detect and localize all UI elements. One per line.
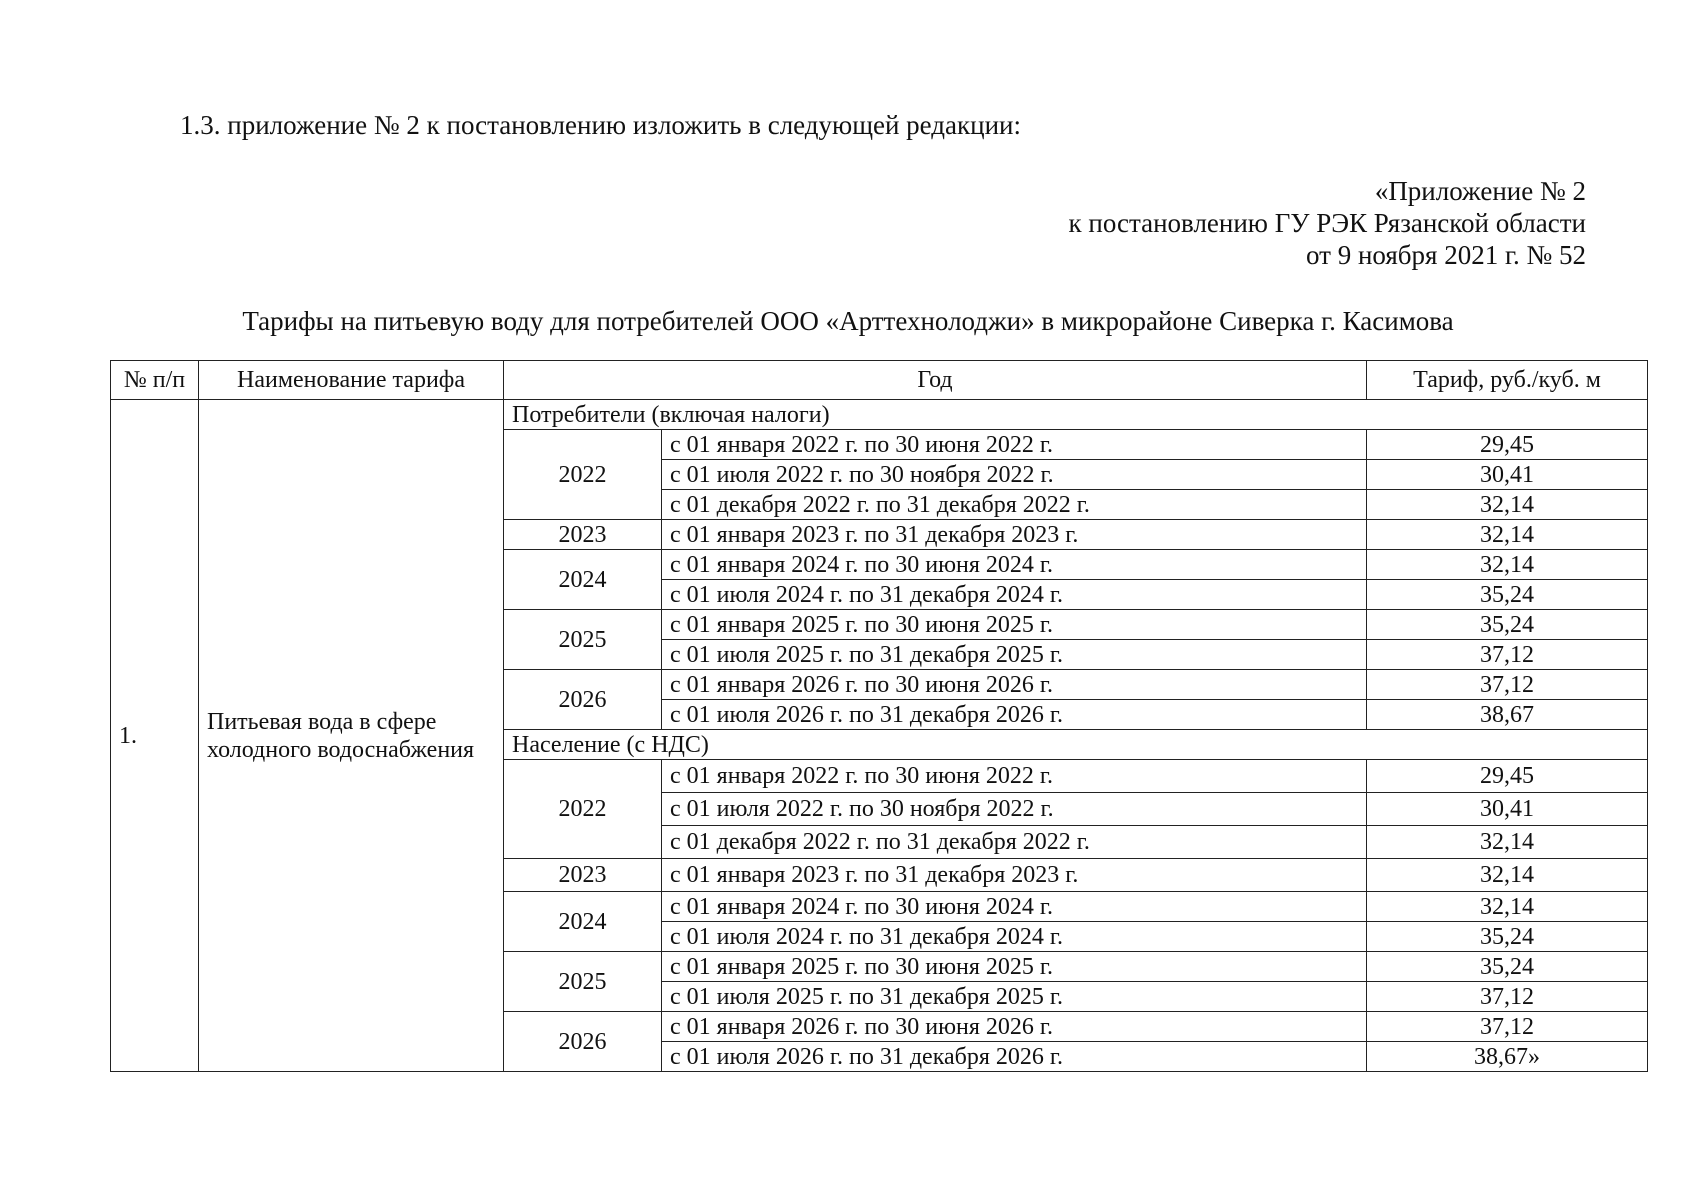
header-tariff: Тариф, руб./куб. м — [1367, 361, 1648, 400]
appendix-line-2: к постановлению ГУ РЭК Рязанской области — [1068, 208, 1586, 238]
year-cell: 2023 — [504, 520, 662, 550]
table-title: Тарифы на питьевую воду для потребителей ООО «Арттехнолоджи» в микрорайоне Сиверка г. Касимова — [242, 306, 1454, 336]
period-cell: с 01 июля 2024 г. по 31 декабря 2024 г. — [662, 922, 1367, 952]
period-cell: с 01 января 2025 г. по 30 июня 2025 г. — [662, 610, 1367, 640]
header-year: Год — [504, 361, 1367, 400]
year-cell: 2025 — [504, 610, 662, 670]
tariff-value-cell: 35,24 — [1367, 922, 1648, 952]
period-cell: с 01 июля 2022 г. по 30 ноября 2022 г. — [662, 460, 1367, 490]
year-cell: 2022 — [504, 430, 662, 520]
year-cell: 2023 — [504, 859, 662, 892]
row-number: 1. — [111, 400, 199, 1072]
year-cell: 2024 — [504, 892, 662, 952]
tariff-value-cell: 32,14 — [1367, 520, 1648, 550]
period-cell: с 01 января 2026 г. по 30 июня 2026 г. — [662, 1012, 1367, 1042]
tariff-value-cell: 32,14 — [1367, 892, 1648, 922]
tariff-name: Питьевая вода в сфере холодного водоснабжения — [199, 400, 504, 1072]
year-cell: 2026 — [504, 670, 662, 730]
period-cell: с 01 января 2026 г. по 30 июня 2026 г. — [662, 670, 1367, 700]
tariff-value-cell: 37,12 — [1367, 1012, 1648, 1042]
tariff-value-cell: 37,12 — [1367, 670, 1648, 700]
tariff-value-cell: 37,12 — [1367, 640, 1648, 670]
appendix-reference — [886, 175, 1586, 271]
period-cell: с 01 января 2023 г. по 31 декабря 2023 г. — [662, 520, 1367, 550]
period-cell: с 01 декабря 2022 г. по 31 декабря 2022 г. — [662, 490, 1367, 520]
header-name: Наименование тарифа — [199, 361, 504, 400]
tariff-table — [110, 360, 1648, 1072]
appendix-line-3: от 9 ноября 2021 г. № 52 — [1306, 240, 1586, 270]
period-cell: с 01 июля 2022 г. по 30 ноября 2022 г. — [662, 793, 1367, 826]
period-cell: с 01 января 2025 г. по 30 июня 2025 г. — [662, 952, 1367, 982]
tariff-value-cell: 32,14 — [1367, 826, 1648, 859]
period-cell: с 01 января 2024 г. по 30 июня 2024 г. — [662, 892, 1367, 922]
year-cell: 2022 — [504, 760, 662, 859]
tariff-value-cell: 30,41 — [1367, 460, 1648, 490]
period-cell: с 01 июля 2025 г. по 31 декабря 2025 г. — [662, 640, 1367, 670]
period-cell: с 01 января 2022 г. по 30 июня 2022 г. — [662, 430, 1367, 460]
tariff-value-cell: 38,67 — [1367, 700, 1648, 730]
period-cell: с 01 июля 2026 г. по 31 декабря 2026 г. — [662, 700, 1367, 730]
period-cell: с 01 июля 2026 г. по 31 декабря 2026 г. — [662, 1042, 1367, 1072]
tariff-value-cell: 30,41 — [1367, 793, 1648, 826]
period-cell: с 01 января 2022 г. по 30 июня 2022 г. — [662, 760, 1367, 793]
tariff-value-cell: 32,14 — [1367, 859, 1648, 892]
year-cell: 2025 — [504, 952, 662, 1012]
year-cell: 2026 — [504, 1012, 662, 1072]
period-cell: с 01 июля 2024 г. по 31 декабря 2024 г. — [662, 580, 1367, 610]
tariff-value-cell: 37,12 — [1367, 982, 1648, 1012]
section-title: Население (с НДС) — [504, 730, 1648, 760]
tariff-value-cell: 35,24 — [1367, 610, 1648, 640]
tariff-value-cell: 35,24 — [1367, 952, 1648, 982]
year-cell: 2024 — [504, 550, 662, 610]
intro-paragraph: 1.3. приложение № 2 к постановлению изложить в следующей редакции: — [180, 110, 1021, 140]
tariff-value-cell: 32,14 — [1367, 550, 1648, 580]
tariff-value-cell: 35,24 — [1367, 580, 1648, 610]
tariff-value-cell: 29,45 — [1367, 430, 1648, 460]
period-cell: с 01 января 2024 г. по 30 июня 2024 г. — [662, 550, 1367, 580]
appendix-line-1: «Приложение № 2 — [1374, 176, 1586, 206]
header-num: № п/п — [111, 361, 199, 400]
period-cell: с 01 января 2023 г. по 31 декабря 2023 г. — [662, 859, 1367, 892]
period-cell: с 01 июля 2025 г. по 31 декабря 2025 г. — [662, 982, 1367, 1012]
tariff-value-cell: 32,14 — [1367, 490, 1648, 520]
period-cell: с 01 декабря 2022 г. по 31 декабря 2022 г. — [662, 826, 1367, 859]
section-title: Потребители (включая налоги) — [504, 400, 1648, 430]
tariff-value-cell: 38,67» — [1367, 1042, 1648, 1072]
table-header-row — [111, 361, 1648, 400]
tariff-value-cell: 29,45 — [1367, 760, 1648, 793]
section-row — [111, 400, 1648, 430]
